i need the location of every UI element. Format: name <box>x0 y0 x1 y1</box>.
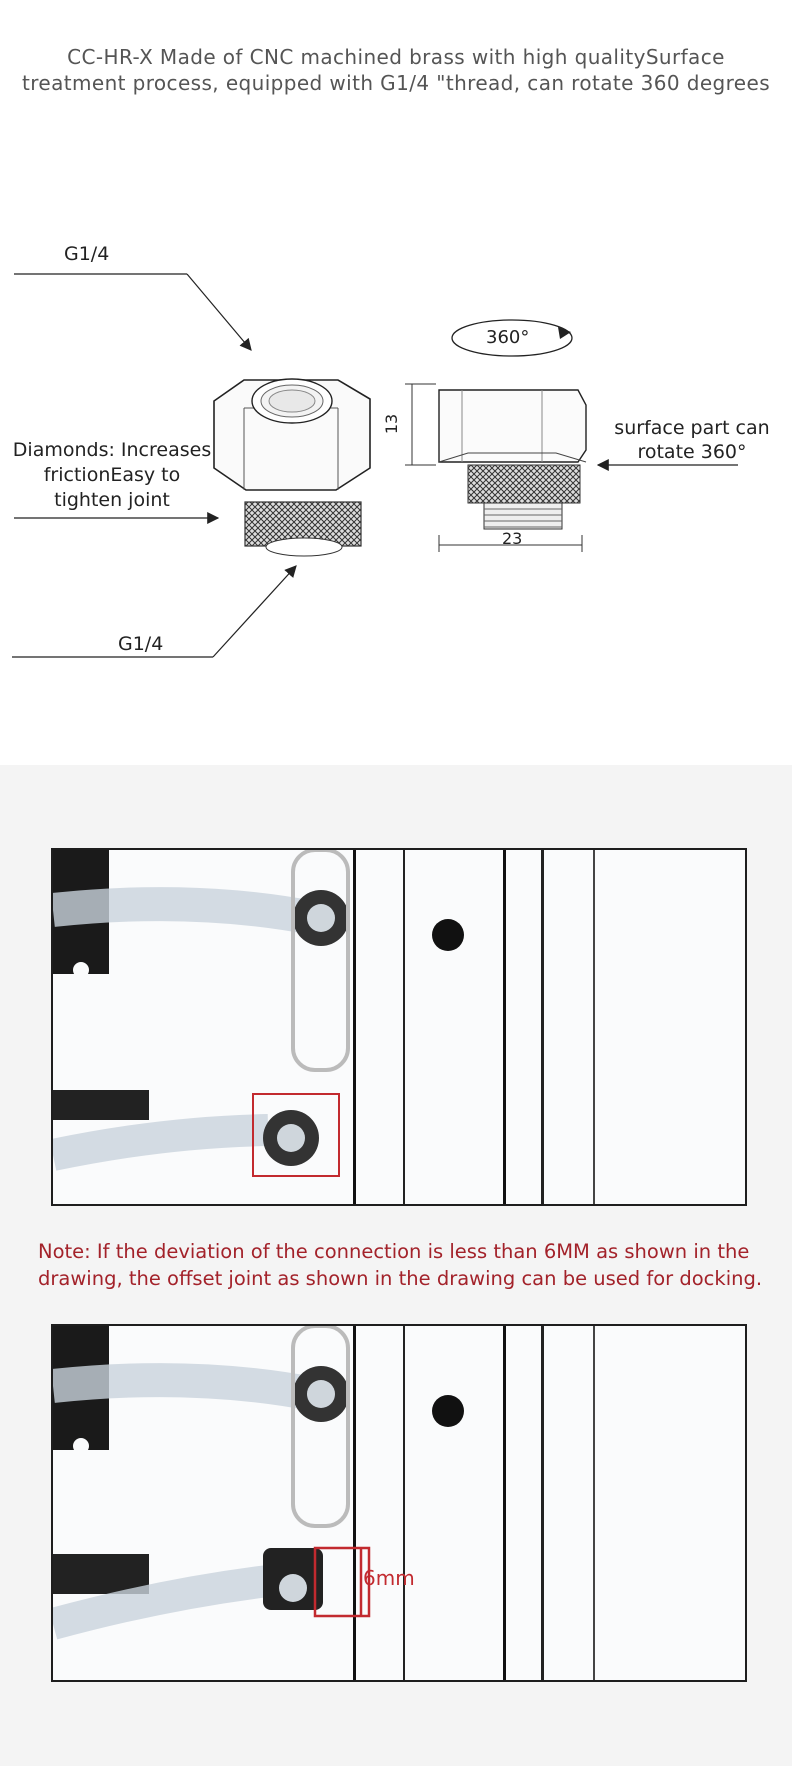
label-diamonds <box>9 438 215 513</box>
g14-top-arrow <box>187 274 251 350</box>
label-width-dimension: 23 <box>502 529 523 548</box>
label-g14-top: G1/4 <box>64 243 110 265</box>
g14-bottom-arrow <box>213 566 296 657</box>
fitting-diagram <box>0 0 792 700</box>
offset-note <box>38 1238 778 1292</box>
photo-1-illustration <box>53 850 745 1204</box>
description-line-1: CC-HR-X Made of CNC machined brass with high qualitySurface <box>67 45 725 69</box>
label-diamonds-line-1: Diamonds: Increases <box>12 439 212 461</box>
offset-note-line-1: Note: If the deviation of the connection is less than 6MM as shown in the <box>38 1240 750 1263</box>
label-height-dimension: 13 <box>382 413 402 435</box>
label-diamonds-line-2: frictionEasy to <box>43 464 181 486</box>
label-surface-line-2: rotate 360° <box>637 441 747 463</box>
fitting-3d-render <box>214 379 370 556</box>
installation-photo-1 <box>51 848 747 1206</box>
offset-6mm-label: 6mm <box>363 1566 415 1590</box>
offset-note-line-2: drawing, the offset joint as shown in the drawing can be used for docking. <box>38 1267 763 1290</box>
installation-photo-2 <box>51 1324 747 1682</box>
label-g14-bottom: G1/4 <box>118 633 164 655</box>
description-line-2: treatment process, equipped with G1/4 "thread, can rotate 360 degrees <box>21 71 771 95</box>
label-diamonds-line-3: tighten joint <box>54 489 170 511</box>
photo-2-illustration <box>53 1326 745 1680</box>
label-surface <box>604 416 780 464</box>
label-surface-line-1: surface part can <box>614 417 770 439</box>
label-rotation: 360° <box>486 327 530 348</box>
fitting-side-profile <box>439 390 586 529</box>
